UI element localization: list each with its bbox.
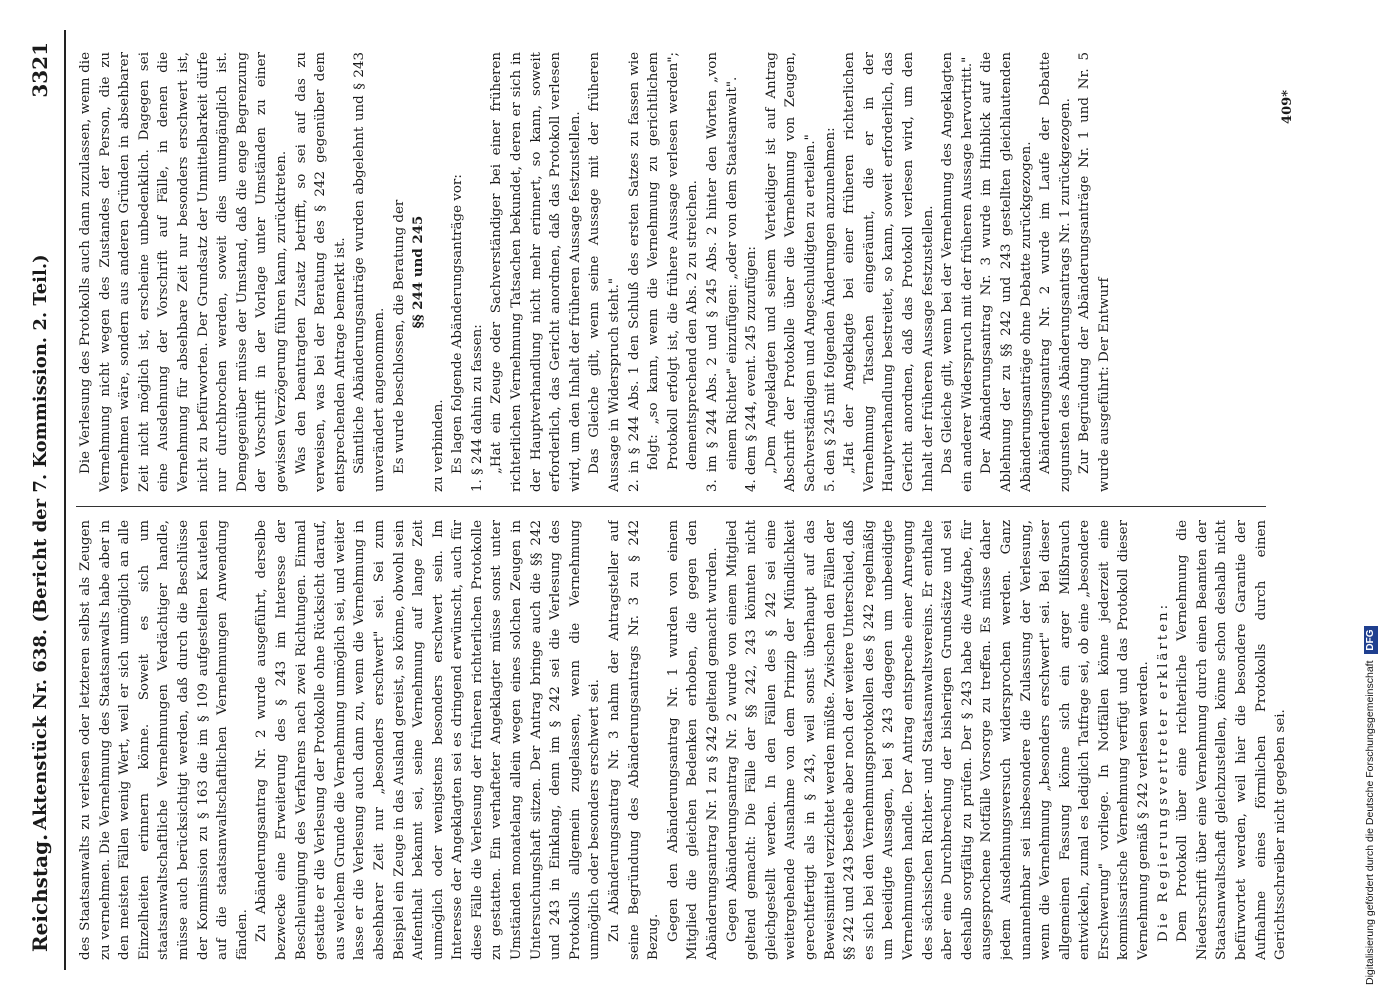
left-column xyxy=(76,520,1326,960)
paragraph: Zu Abänderungsantrag Nr. 2 wurde ausgeführt, derselbe bezwecke eine Erweiterung des § 243 im Interesse der Beschleunigung des Verfahrens nach zwei Richtungen. Einmal gestatte er die Verlesung der Protokolle ohne Rücksicht darauf, aus welchem Grunde die Vernehmung unmöglich sei, und weiter lasse er die Verlesung auch dann zu, wenn die Vernehmung in absehbarer Zeit nur „besonders erschwert" sei. Sei zum Beispiel ein Zeuge in das Ausland gereist, so könne, obwohl sein Aufenthalt bekannt sei, seine Vernehmung auf lange Zeit unmöglich oder wenigstens besonders erschwert sein. Im Interesse der Angeklagten sei es dringend erwünscht, auch für diese Fälle die Verlesung der früheren richterlichen Protokolle zu gestatten. Ein verhafteter Angeklagter müsse sonst unter Umständen monatelang allein wegen eines solchen Zeugen in Untersuchungshaft sitzen. Der Antrag bringe auch die §§ 242 und 243 in Einklang, denn im § 242 sei die Verlesung des Protokolls allgemein zugelassen, wenn die Vernehmung unmöglich oder besonders erschwert sei. xyxy=(254,520,603,960)
section-heading: §§ 244 und 245 xyxy=(410,215,427,329)
paragraph: Dem Protokoll über eine richterliche Vernehmung die Niederschrift über eine Vernehmung durch einen Beamten der Staatsanwaltschaft gleichzustellen, könne schon deshalb nicht befürwortet werden, weil hier die besondere Garantie der Aufnahme eines förmlichen Protokolls durch einen Gerichtsschreiber nicht gegeben sei. xyxy=(1175,520,1289,960)
dfg-logo: DFG xyxy=(1364,626,1378,653)
list-item: 4. dem § 244, event. 245 zuzufügen: xyxy=(744,246,760,492)
paragraph: Was den beantragten Zusatz betrifft, so sei auf das zu verweisen, was bei der Beratung des § 242 gegenüber dem entsprechenden Antrage bemerkt ist. xyxy=(293,52,348,492)
paragraph: des Staatsanwalts zu verlesen oder letzteren selbst als Zeugen zu vernehmen. Die Vernehmung des Staatsanwalts habe aber in den meisten Fällen wenig Wert, weil er sich unmöglich an alle Einzelheiten erinnern könne. Soweit es sich um staatsanwaltschaftliche Vernehmungen Verdächtiger handle, müsse auch berücksichtigt werden, daß durch die Beschlüsse der Kommission zu § 163 die im § 109 aufgestellten Kautelen auf die staatsanwaltschaftlichen Vernehmungen Anwendung fänden. xyxy=(78,520,250,960)
paragraph: Sämtliche Abänderungsanträge wurden abgelehnt und § 243 unverändert angenommen. xyxy=(352,52,387,492)
list-item: 3. im § 244 Abs. 2 und § 245 Abs. 2 hinter den Worten „von einem Richter" einzufügen: „oder von dem Staatsanwalt". xyxy=(705,52,740,492)
paragraph: Abänderungsantrag Nr. 2 wurde im Laufe der Debatte zugunsten des Abänderungsantrags Nr. 1 zurückgezogen. xyxy=(1038,52,1073,492)
paragraph: Zu Abänderungsantrag Nr. 3 nahm der Antragsteller auf seine Begründung des Abänderungsantrags Nr. 3 zu § 242 Bezug. xyxy=(607,520,662,960)
paragraph: „Hat ein Zeuge oder Sachverständiger bei einer früheren richterlichen Vernehmung Tatsachen bekundet, deren er sich in der Hauptverhandlung nicht mehr erinnert, so kann, soweit erforderlich, das Gericht anordnen, daß das Protokoll verlesen wird, um den Inhalt der früheren Aussage festzustellen. xyxy=(489,52,583,492)
paragraph: Es wurde beschlossen, die Beratung der xyxy=(391,199,407,474)
credit-text: Digitalisierung gefördert durch die Deutsche Forschungsgemeinschaft xyxy=(1364,660,1376,985)
paragraph: „Dem Angeklagten und seinem Verteidiger ist auf Antrag Abschrift der Protokolle über die Vernehmung von Zeugen, Sachverständigen und Angeschuldigten zu erteilen." xyxy=(763,52,818,492)
paragraph: Gegen den Abänderungsantrag Nr. 1 wurden von einem Mitglied die gleichen Bedenken erhoben, die gegen den Abänderungsantrag Nr. 1 zu § 242 geltend gemacht wurden. xyxy=(665,520,720,960)
paragraph: Die Verlesung des Protokolls auch dann zuzulassen, wenn die Vernehmung nicht wegen des Zustandes der Person, die zu vernehmen wäre, sondern aus anderen Gründen in absehbarer Zeit nicht möglich ist, erscheine unbedenklich. Dagegen sei eine Ausdehnung der Vorschrift auf Fälle, in denen die Vernehmung für absehbare Zeit nur besonders erschwert ist, nicht zu befürworten. Der Grundsatz der Unmittelbarkeit dürfe nur durchbrochen werden, soweit dies unumgänglich ist. Demgegenüber müsse der Umstand, daß die enge Begrenzung der Vorschrift in der Vorlage unter Umständen zu einer gewissen Verzögerung führen kann, zurücktreten. xyxy=(78,52,289,492)
list-item: 1. § 244 dahin zu fassen: xyxy=(469,324,485,492)
page-number: 3321 xyxy=(28,42,52,98)
page-header xyxy=(18,30,66,970)
paragraph: Gegen Abänderungsantrag Nr. 2 wurde von einem Mitglied geltend gemacht: Die Fälle der §§ 242, 243 könnten nicht gleichgestellt werden. In den Fällen des § 242 sei eine weitergehende Ausnahme von dem Prinzip der Mündlichkeit gerechtfertigt als in § 243, weil sonst überhaupt auf das Beweismittel verzichtet werden müßte. Zwischen den Fällen der §§ 242 und 243 bestehe aber noch der weitere Unterschied, daß es sich bei den Vernehmungsprotokollen des § 242 regelmäßig um beeidigte Aussagen, bei § 243 dagegen um unbeeidigte Vernehmungen handle. Der Antrag entspreche einer Anregung des sächsischen Richter- und Staatsanwaltsvereins. Er enthalte aber eine Durchbrechung der bisherigen Grundsätze und sei deshalb sorgfältig zu prüfen. Der § 243 habe die Aufgabe, für ausgesprochene Notfälle Vorsorge zu treffen. Es müsse daher jedem Ausdehnungsversuch widersprochen werden. Ganz unannehmbar sei insbesondere die Zulassung der Verlesung, wenn die Vernehmung „besonders erschwert" sei. Bei dieser allgemeinen Fassung könne sich ein arger Mißbrauch entwickeln, zumal es lediglich Tatfrage sei, ob eine „besondere Erschwerung" vorliege. In Notfällen könne jederzeit eine kommissarische Vernehmung verfügt und das Protokoll dieser Vernehmung gemäß § 242 verlesen werden. xyxy=(724,520,1152,960)
list-item: 2. in § 244 Abs. 1 den Schluß des ersten Satzes zu fassen wie folgt: „so kann, wenn die Vernehmung zu gerichtlichem Protokoll erfolgt ist, die frühere Aussage verlesen werden"; dementsprechend den Abs. 2 zu streichen. xyxy=(626,52,701,492)
paragraph: Es lagen folgende Abänderungsanträge vor: xyxy=(450,174,466,474)
header-title: Aktenstück Nr. 638. (Bericht der 7. Kommission. 2. Teil.) xyxy=(30,254,51,830)
document-page xyxy=(18,30,1338,970)
list-item: 5. den § 245 mit folgenden Änderungen anzunehmen: xyxy=(822,127,838,492)
paragraph: „Hat der Angeklagte bei einer früheren richterlichen Vernehmung Tatsachen eingeräumt, die er in der Hauptverhandlung bestreitet, so kann, soweit erforderlich, das Gericht anordnen, daß das Protokoll verlesen wird, um den Inhalt der früheren Aussage festzustellen. xyxy=(842,52,936,492)
paragraph: Die Regierungsvertreter erklärten: xyxy=(1155,601,1171,942)
paragraph: Das Gleiche gilt, wenn seine Aussage mit der früheren Aussage in Widerspruch steht." xyxy=(587,52,623,492)
right-column xyxy=(76,52,1326,492)
paragraph: Der Abänderungsantrag Nr. 3 wurde im Hinblick auf die Ablehnung der zu §§ 242 und 243 gestellten gleichlautenden Abänderungsanträge ohne Debatte zurückgezogen. xyxy=(979,52,1034,492)
paragraph: Das Gleiche gilt, wenn bei der Vernehmung des Angeklagten ein anderer Widerspruch mit der früheren Aussage hervortritt." xyxy=(940,52,975,492)
digitization-credit xyxy=(1360,5,1380,995)
header-left: Reichstag. xyxy=(28,833,52,952)
column-divider xyxy=(76,506,1266,507)
page-footer-mark: 409* xyxy=(1280,90,1295,124)
paragraph: Zur Begründung der Abänderungsanträge Nr. 1 und Nr. 5 wurde ausgeführt: Der Entwurf xyxy=(1077,52,1112,492)
paragraph: zu verbinden. xyxy=(430,399,446,492)
